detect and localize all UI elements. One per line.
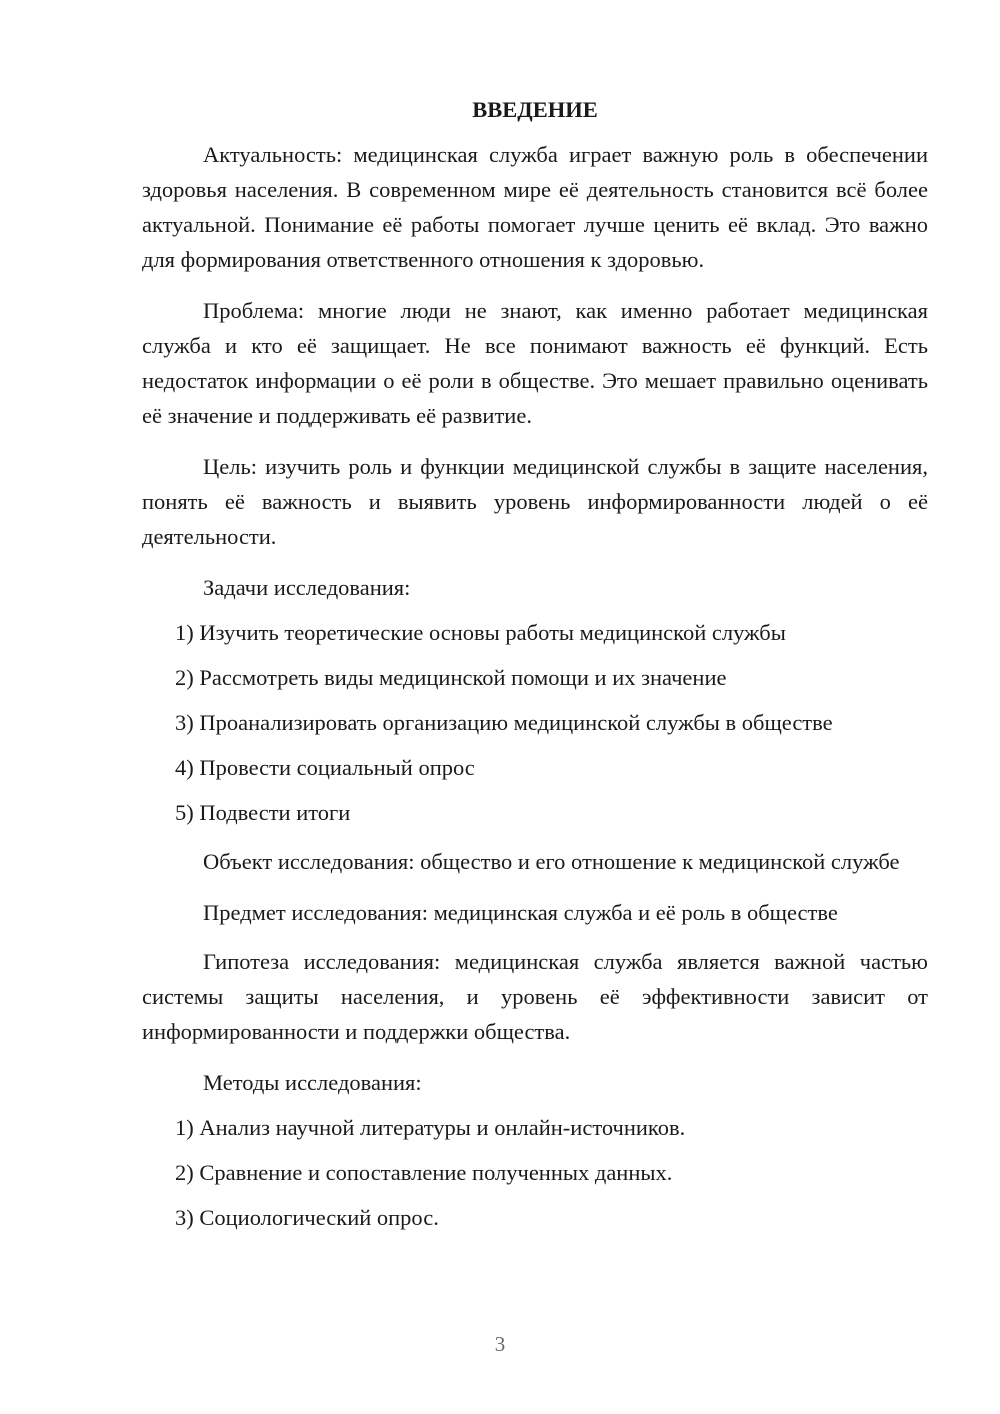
hypothesis-paragraph: Гипотеза исследования: медицинская служба является важной частью системы защиты населения, и уровень её эффективности зависит от информированности и поддержки общества. bbox=[142, 949, 928, 1044]
methods-list bbox=[142, 1110, 928, 1235]
method-item: 2) Сравнение и сопоставление полученных данных. bbox=[175, 1160, 673, 1185]
tasks-list bbox=[142, 615, 928, 830]
tasks-heading: Задачи исследования: bbox=[203, 575, 411, 600]
method-item: 1) Анализ научной литературы и онлайн-источников. bbox=[175, 1115, 686, 1140]
methods-heading: Методы исследования: bbox=[203, 1070, 422, 1095]
method-item: 3) Социологический опрос. bbox=[175, 1205, 439, 1230]
task-item: 4) Провести социальный опрос bbox=[175, 755, 475, 780]
subject-paragraph: Предмет исследования: медицинская служба и её роль в обществе bbox=[203, 900, 838, 925]
task-item: 1) Изучить теоретические основы работы медицинской службы bbox=[175, 620, 786, 645]
page-title: ВВЕДЕНИЕ bbox=[472, 97, 598, 122]
goal-paragraph: Цель: изучить роль и функции медицинской службы в защите населения, понять её важность и выявить уровень информированности людей о её деятельности. bbox=[142, 454, 928, 549]
object-paragraph: Объект исследования: общество и его отношение к медицинской службе bbox=[203, 849, 900, 874]
task-item: 2) Рассмотреть виды медицинской помощи и их значение bbox=[175, 665, 727, 690]
relevance-paragraph: Актуальность: медицинская служба играет важную роль в обеспечении здоровья населения. В современном мире её деятельность становится всё более актуальной. Понимание её работы помогает лучше ценить её вклад. Это важно для формирования ответственного отношения к здоровью. bbox=[142, 142, 928, 272]
document-page bbox=[142, 95, 928, 1245]
page-number: 3 bbox=[494, 1332, 506, 1356]
problem-paragraph: Проблема: многие люди не знают, как именно работает медицинская служба и кто её защищает. Не все понимают важность её функций. Есть недостаток информации о её роли в обществе. Это мешает правильно оценивать её значение и поддерживать её развитие. bbox=[142, 298, 928, 428]
task-item: 5) Подвести итоги bbox=[175, 800, 351, 825]
task-item: 3) Проанализировать организацию медицинской службы в обществе bbox=[175, 710, 833, 735]
